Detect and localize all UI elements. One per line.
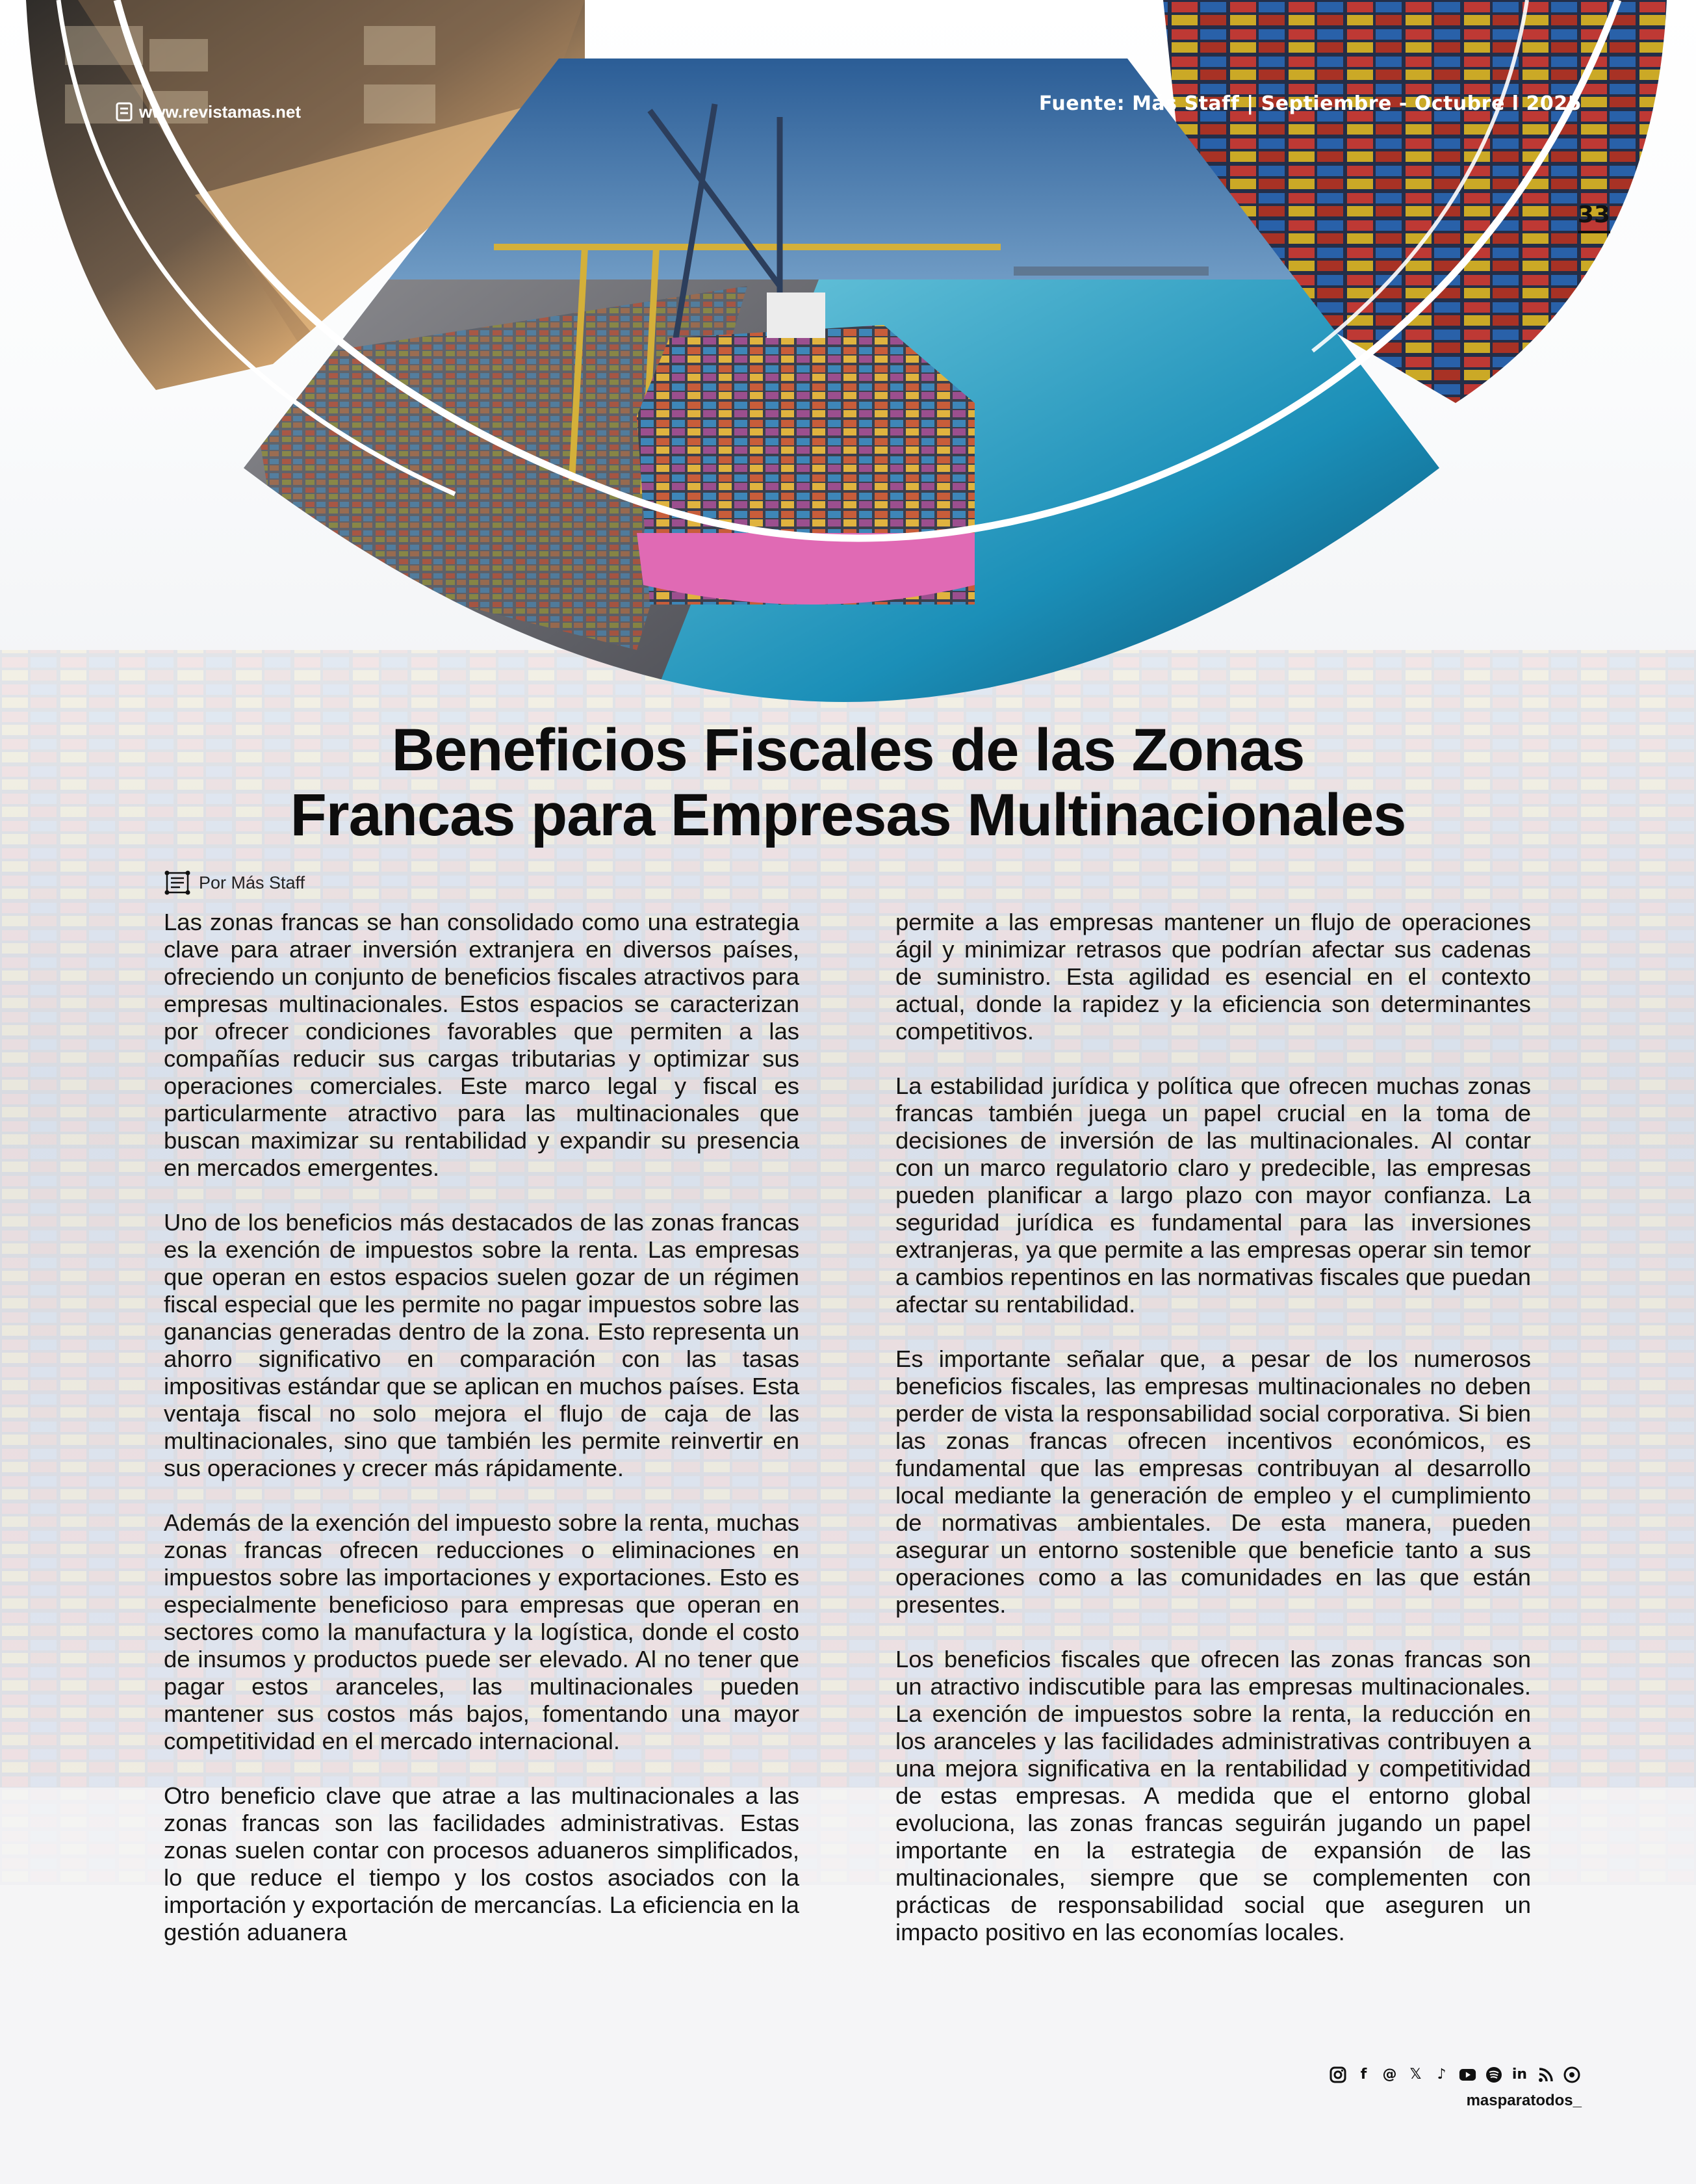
article-column-right [895,909,1531,1946]
page-number: 33 [1578,202,1610,233]
spotify-icon[interactable] [1485,2066,1502,2083]
author-icon [164,870,191,896]
podcast-icon[interactable] [1563,2066,1580,2083]
byline-text: Por Más Staff [199,872,305,892]
title-line-1: Beneficios Fiscales de las Zonas [391,717,1305,783]
facebook-icon[interactable]: f [1360,2066,1367,2083]
website-url: www.revistamas.net [139,101,302,122]
linkedin-icon[interactable]: in [1511,2066,1528,2083]
social-handle: masparatodos_ [1466,2092,1582,2109]
paragraph: Además de la exención del impuesto sobre la renta, muchas zonas francas ofrecen reducciones o eliminaciones en impuestos sobre las importaciones y exportaciones. Esto es especialmente beneficioso para empresas que operan en sectores como la manufactura y la logística, donde el costo de insumos y productos puede ser elevado. Al no tener que pagar estos aranceles, las multinacionales pueden mantener sus costos más bajos, fomentando una mayor competitividad en el mercado internacional. [164,1509,799,1754]
tiktok-icon[interactable]: ♪ [1437,2066,1446,2083]
threads-icon[interactable]: @ [1382,2066,1397,2083]
youtube-icon[interactable] [1459,2066,1476,2083]
globe-icon [116,102,133,122]
rss-icon[interactable] [1537,2066,1554,2083]
title-line-2: Francas para Empresas Multinacionales [290,782,1406,848]
byline [164,870,305,896]
article-title [104,718,1592,848]
website-label[interactable] [116,100,301,124]
source-line: Fuente: Más Staff | Septiembre - Octubre l 2025 [1038,92,1582,115]
paragraph: Otro beneficio clave que atrae a las multinacionales a las zonas francas son las facilidades administrativas. Estas zonas suelen contar con procesos aduaneros simplificados, lo que reduce el tiempo y los costos asociados con la importación y exportación de mercancías. La eficiencia en la gestión aduanera [164,1782,799,1945]
instagram-icon[interactable] [1329,2066,1346,2083]
paragraph: Los beneficios fiscales que ofrecen las zonas francas son un atractivo indiscutible para las empresas multinacionales. La exención de impuestos sobre la renta, la reducción en los aranceles y las facilidades administrativas contribuyen a una mejora significativa en la rentabilidad y competitividad de estas empresas. A medida que el entorno global evoluciona, las zonas francas seguirán jugando un papel importante en la estrategia de expansión de las multinacionales, siempre que se complementen con prácticas de responsabilidad social que aseguren un impacto positivo en las economías locales. [895,1646,1531,1945]
paragraph: Es importante señalar que, a pesar de los numerosos beneficios fiscales, las empresas multinacionales no deben perder de vista la responsabilidad social corporativa. Si bien las zonas francas ofrecen incentivos económicos, es fundamental que las empresas contribuyan al desarrollo local mediante la generación de empleo y el cumplimiento de normativas ambientales. De esta manera, pueden asegurar un entorno sostenible que beneficie tanto a sus operaciones como a las comunidades en las que están presentes. [895,1346,1531,1618]
paragraph: permite a las empresas mantener un flujo de operaciones ágil y minimizar retrasos que podrían afectar sus cadenas de suministro. Esta agilidad es esencial en el contexto actual, donde la rapidez y la eficiencia son determinantes competitivos. [895,909,1531,1045]
social-icons [1329,2066,1580,2083]
paragraph: Las zonas francas se han consolidado como una estrategia clave para atraer inversión extranjera en diversos países, ofreciendo un conjunto de beneficios fiscales atractivos para empresas multinacionales. Estos espacios se caracterizan por ofrecer condiciones favorables que permiten a las compañías reducir sus cargas tributarias y optimizar sus operaciones comerciales. Este marco legal y fiscal es particularmente atractivo para las multinacionales que buscan maximizar su rentabilidad y expandir su presencia en mercados emergentes. [164,909,799,1181]
paragraph: Uno de los beneficios más destacados de las zonas francas es la exención de impuestos sobre la renta. Las empresas que operan en estos espacios suelen gozar de un régimen fiscal especial que les permite no pagar impuestos sobre las ganancias generadas dentro de la zona. Esto representa un ahorro significativo en comparación con las tasas impositivas estándar que se aplican en muchos países. Esta ventaja fiscal no solo mejora el flujo de caja de las multinacionales, sino que también les permite reinvertir en sus operaciones y crecer más rápidamente. [164,1209,799,1481]
x-icon[interactable]: 𝕏 [1409,2066,1422,2083]
article-column-left [164,909,799,1946]
paragraph: La estabilidad jurídica y política que ofrecen muchas zonas francas también juega un papel crucial en la toma de decisiones de inversión de las multinacionales. Al contar con un marco regulatorio claro y predecible, las empresas pueden planificar a largo plazo con mayor confianza. La seguridad jurídica es fundamental para las inversiones extranjeras, ya que permite a las empresas operar sin temor a cambios repentinos en las normativas fiscales que puedan afectar su rentabilidad. [895,1072,1531,1318]
